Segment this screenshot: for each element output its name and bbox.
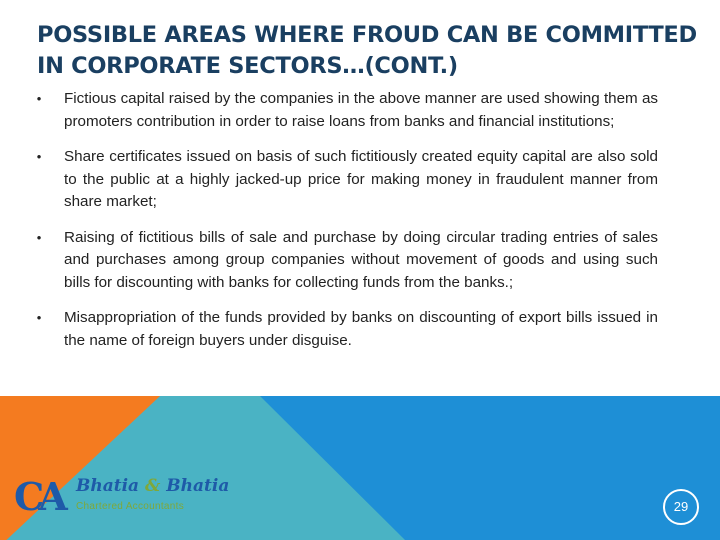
bullet-list (30, 88, 658, 365)
bullet-item-4 (30, 307, 658, 352)
slide-title (37, 20, 697, 82)
slide-title-line-1: POSSIBLE AREAS WHERE FROUD CAN BE COMMITTED (37, 22, 697, 48)
company-logo (10, 474, 250, 520)
bullet-dot-icon: • (36, 149, 42, 164)
ca-logo-mark: CA (14, 474, 62, 519)
logo-name-left: Bhatia (76, 476, 140, 496)
logo-subtitle: Chartered Accountants (76, 501, 185, 512)
bullet-dot-icon: • (36, 91, 42, 106)
bullet-item-1 (30, 88, 658, 133)
logo-name (76, 476, 229, 496)
bullet-dot-icon: • (36, 310, 42, 325)
logo-name-right: Bhatia (166, 476, 230, 496)
bullet-text-1: Fictious capital raised by the companies in the above manner are used showing them as promoters contribution in order to raise loans from banks and financial institutions; (64, 90, 658, 130)
bullet-text-3: Raising of fictitious bills of sale and purchase by doing circular trading entries of sales and purchases among group companies without movement of goods and using such bills for discounting with banks for collecting funds from the banks.; (64, 228, 658, 291)
logo-ampersand: & (145, 476, 161, 496)
bullet-item-3 (30, 227, 658, 295)
bullet-text-4: Misappropriation of the funds provided by banks on discounting of export bills issued in the name of foreign buyers under disguise. (64, 309, 658, 349)
bullet-item-2 (30, 146, 658, 214)
slide-title-line-2: IN CORPORATE SECTORS…(CONT.) (37, 53, 458, 79)
page-number-badge: 29 (663, 489, 699, 525)
bullet-text-2: Share certificates issued on basis of such fictitiously created equity capital are also sold to the public at a highly jacked-up price for making money in fraudulent manner from share market; (64, 148, 658, 210)
bullet-dot-icon: • (36, 229, 42, 245)
